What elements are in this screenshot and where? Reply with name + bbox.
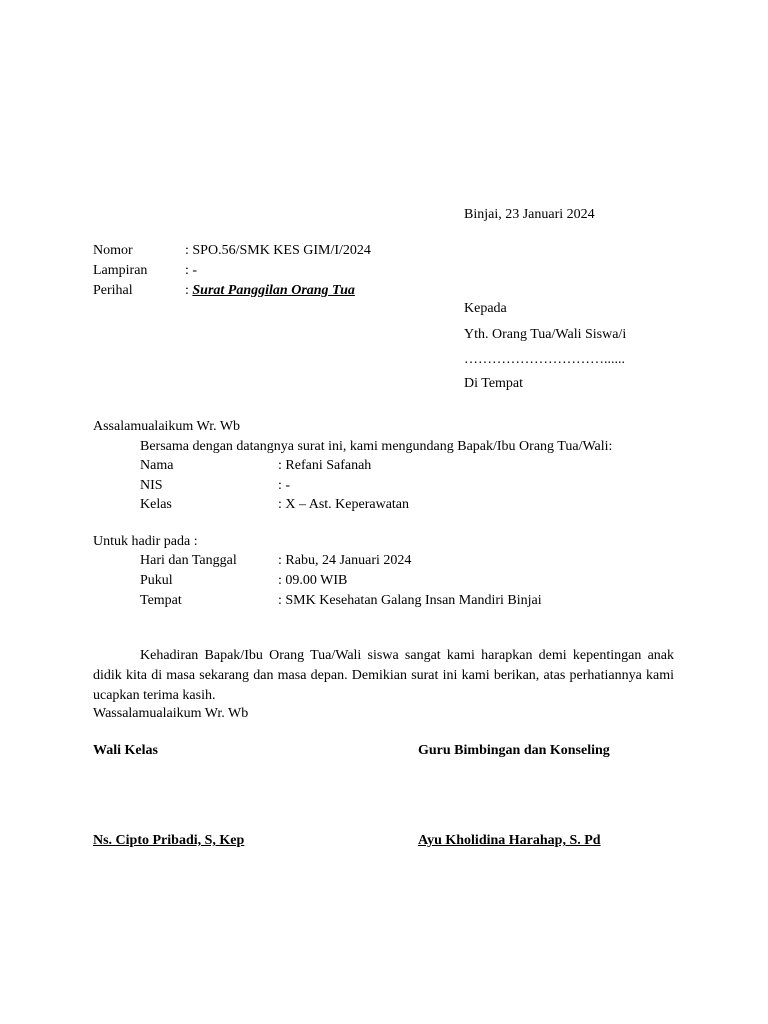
schedule-row-time	[0, 572, 768, 590]
student-row-nama	[0, 457, 768, 475]
field-value: : -	[278, 478, 291, 493]
header-label: Nomor	[93, 243, 133, 258]
place-date: Binjai, 23 Januari 2024	[464, 207, 595, 222]
student-row-kelas	[0, 496, 768, 514]
header-row-lampiran	[0, 262, 768, 280]
schedule-row-date	[0, 552, 768, 570]
field-label: Hari dan Tanggal	[140, 553, 237, 568]
header-row-nomor	[0, 242, 768, 260]
signature-left-name: Ns. Cipto Pribadi, S, Kep	[93, 833, 245, 848]
schedule-row-place	[0, 592, 768, 610]
body-paragraph	[93, 646, 674, 706]
field-label: Tempat	[140, 593, 182, 608]
field-label: Nama	[140, 458, 174, 473]
recipient-name: Yth. Orang Tua/Wali Siswa/i	[464, 327, 627, 342]
header-label: Lampiran	[93, 263, 148, 278]
header-value: : -	[185, 263, 198, 278]
signature-left-title: Wali Kelas	[93, 743, 158, 758]
signature-right-title: Guru Bimbingan dan Konseling	[418, 743, 610, 758]
field-label: Kelas	[140, 497, 172, 512]
field-value: : 09.00 WIB	[278, 573, 348, 588]
closing: Wassalamualaikum Wr. Wb	[93, 706, 249, 721]
field-value: : X – Ast. Keperawatan	[278, 497, 410, 512]
signature-right-name: Ayu Kholidina Harahap, S. Pd	[418, 833, 601, 848]
field-label: Pukul	[140, 573, 173, 588]
field-value: : Refani Safanah	[278, 458, 372, 473]
header-value	[185, 282, 355, 300]
intro-text: Bersama dengan datangnya surat ini, kami mengundang Bapak/Ibu Orang Tua/Wali:	[140, 439, 613, 454]
header-row-perihal	[0, 282, 768, 300]
field-value: : SMK Kesehatan Galang Insan Mandiri Binjai	[278, 593, 542, 608]
body-text: Kehadiran Bapak/Ibu Orang Tua/Wali siswa sangat kami harapkan demi kepentingan anak didik kita di masa sekarang dan masa depan. Demikian surat ini kami berikan, atas perhatiannya kami ucapkan terima kasih.	[93, 648, 674, 703]
greeting: Assalamualaikum Wr. Wb	[93, 419, 241, 434]
recipient-dots: …………………………......	[464, 352, 625, 367]
perihal-subject: Surat Panggilan Orang Tua	[192, 283, 355, 298]
attend-label: Untuk hadir pada :	[93, 534, 198, 549]
student-row-nis	[0, 477, 768, 495]
recipient-place: Di Tempat	[464, 376, 524, 391]
header-value: : SPO.56/SMK KES GIM/I/2024	[185, 243, 371, 258]
field-value: : Rabu, 24 Januari 2024	[278, 553, 412, 568]
recipient-to: Kepada	[464, 301, 507, 316]
perihal-colon: :	[185, 283, 193, 298]
field-label: NIS	[140, 478, 163, 493]
header-label: Perihal	[93, 283, 133, 298]
